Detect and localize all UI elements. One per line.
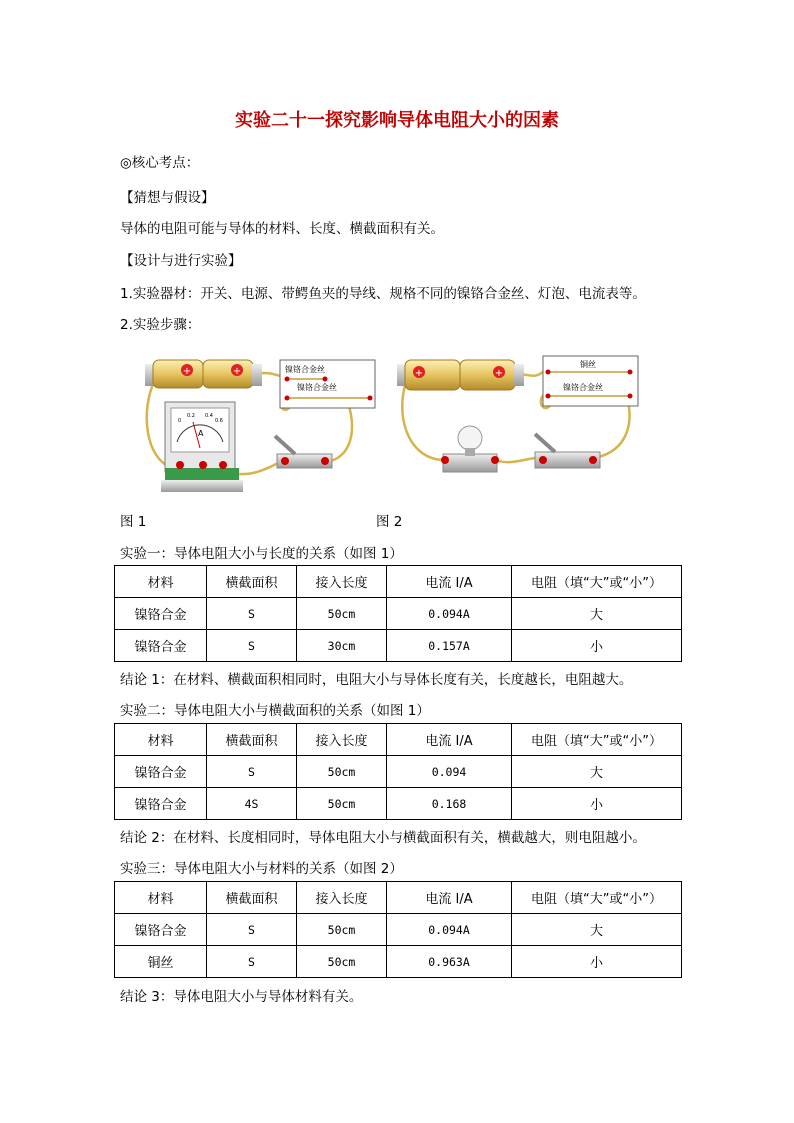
cell-length: 50cm: [297, 946, 387, 978]
header-length: 接入长度: [297, 566, 387, 598]
header-length: 接入长度: [297, 724, 387, 756]
experiment-1-conclusion: 结论 1：在材料、横截面积相同时，电阻大小与导体长度有关，长度越长，电阻越大。: [120, 672, 633, 688]
board-wire-1-label: 镍铬合金丝: [285, 365, 325, 374]
cell-length: 50cm: [297, 914, 387, 946]
ammeter-base: [165, 468, 239, 482]
cell-current: 0.168: [387, 788, 512, 820]
header-length: 接入长度: [297, 882, 387, 914]
experiment-2-table: [114, 723, 682, 820]
table-row: [115, 914, 682, 946]
cell-cross-section: S: [207, 756, 297, 788]
cell-material: 镍铬合金: [115, 630, 207, 662]
header-current: 电流 I/A: [387, 724, 512, 756]
cell-resistance: 大: [512, 598, 682, 630]
cell-cross-section: 4S: [207, 788, 297, 820]
battery-2: [460, 360, 515, 390]
scale-1: 0.2: [187, 413, 195, 419]
header-current: 电流 I/A: [387, 882, 512, 914]
cell-material: 镍铬合金: [115, 756, 207, 788]
cell-material: 铜丝: [115, 946, 207, 978]
cell-material: 镍铬合金: [115, 788, 207, 820]
board-wire-2-label: 镍铬合金丝: [297, 383, 337, 392]
cell-resistance: 大: [512, 914, 682, 946]
svg-text:+: +: [494, 368, 504, 379]
table-row: [115, 598, 682, 630]
experiment-3-table: [114, 881, 682, 978]
table-header-row: [115, 724, 682, 756]
cell-current: 0.094A: [387, 598, 512, 630]
cell-current: 0.094: [387, 756, 512, 788]
experiment-1-table: [114, 565, 682, 662]
cell-current: 0.094A: [387, 914, 512, 946]
svg-text:+: +: [414, 368, 424, 379]
scale-2: 0.4: [205, 413, 213, 419]
svg-text:+: +: [232, 366, 242, 377]
battery-2: [203, 360, 253, 388]
experiment-1-title: 实验一：导体电阻大小与长度的关系（如图 1）: [120, 546, 403, 562]
guess-header: 【猜想与假设】: [120, 190, 215, 206]
design-header: 【设计与进行实验】: [120, 253, 242, 269]
header-material: 材料: [115, 566, 207, 598]
cell-resistance: 小: [512, 788, 682, 820]
figure-2-caption: 图 2: [376, 514, 403, 530]
cell-length: 50cm: [297, 788, 387, 820]
header-cross-section: 横截面积: [207, 882, 297, 914]
figure-2-circuit-diagram: [395, 350, 645, 482]
figure-1-caption: 图 1: [120, 514, 147, 530]
cell-length: 50cm: [297, 756, 387, 788]
table-header-row: [115, 566, 682, 598]
cell-resistance: 小: [512, 630, 682, 662]
cell-resistance: 大: [512, 756, 682, 788]
battery-1: [405, 360, 460, 390]
experiment-3-title: 实验三：导体电阻大小与材料的关系（如图 2）: [120, 861, 403, 877]
cell-material: 镍铬合金: [115, 598, 207, 630]
battery-holder-right: [252, 364, 262, 386]
cell-cross-section: S: [207, 630, 297, 662]
header-current: 电流 I/A: [387, 566, 512, 598]
table-row: [115, 946, 682, 978]
lamp-base: [443, 454, 497, 472]
cell-cross-section: S: [207, 914, 297, 946]
procedure-step: 2.实验步骤：: [120, 317, 201, 333]
cell-current: 0.963A: [387, 946, 512, 978]
battery-1: [153, 360, 203, 388]
light-bulb-icon: [458, 426, 482, 450]
svg-text:+: +: [182, 366, 192, 377]
experiment-2-conclusion: 结论 2：在材料、长度相同时，导体电阻大小与横截面积有关，横截越大，则电阻越小。: [120, 830, 646, 846]
header-cross-section: 横截面积: [207, 724, 297, 756]
header-material: 材料: [115, 724, 207, 756]
cell-length: 30cm: [297, 630, 387, 662]
scale-3: 0.6: [215, 418, 223, 424]
scale-0: 0: [178, 418, 182, 424]
header-material: 材料: [115, 882, 207, 914]
cell-cross-section: S: [207, 946, 297, 978]
page-title: 实验二十一探究影响导体电阻大小的因素: [235, 110, 559, 131]
table-row: [115, 630, 682, 662]
header-resistance: 电阻（填“大”或“小”）: [512, 566, 682, 598]
board-wire-1-label: 铜丝: [580, 360, 596, 369]
guess-text: 导体的电阻可能与导体的材料、长度、横截面积有关。: [120, 221, 444, 237]
table-row: [115, 788, 682, 820]
cell-length: 50cm: [297, 598, 387, 630]
header-resistance: 电阻（填“大”或“小”）: [512, 882, 682, 914]
experiment-2-title: 实验二：导体电阻大小与横截面积的关系（如图 1）: [120, 703, 430, 719]
figure-1-circuit-diagram: [135, 350, 380, 500]
cell-resistance: 小: [512, 946, 682, 978]
header-cross-section: 横截面积: [207, 566, 297, 598]
header-resistance: 电阻（填“大”或“小”）: [512, 724, 682, 756]
board-wire-2-label: 镍铬合金丝: [563, 383, 603, 392]
experiment-3-conclusion: 结论 3：导体电阻大小与导体材料有关。: [120, 989, 363, 1005]
ammeter-unit: A: [198, 429, 204, 438]
table-header-row: [115, 882, 682, 914]
cell-material: 镍铬合金: [115, 914, 207, 946]
cell-current: 0.157A: [387, 630, 512, 662]
table-row: [115, 756, 682, 788]
cell-cross-section: S: [207, 598, 297, 630]
equipment-step: 1.实验器材：开关、电源、带鳄鱼夹的导线、规格不同的镍铬合金丝、灯泡、电流表等。: [120, 286, 646, 302]
core-points-label: ◎核心考点：: [120, 155, 200, 171]
